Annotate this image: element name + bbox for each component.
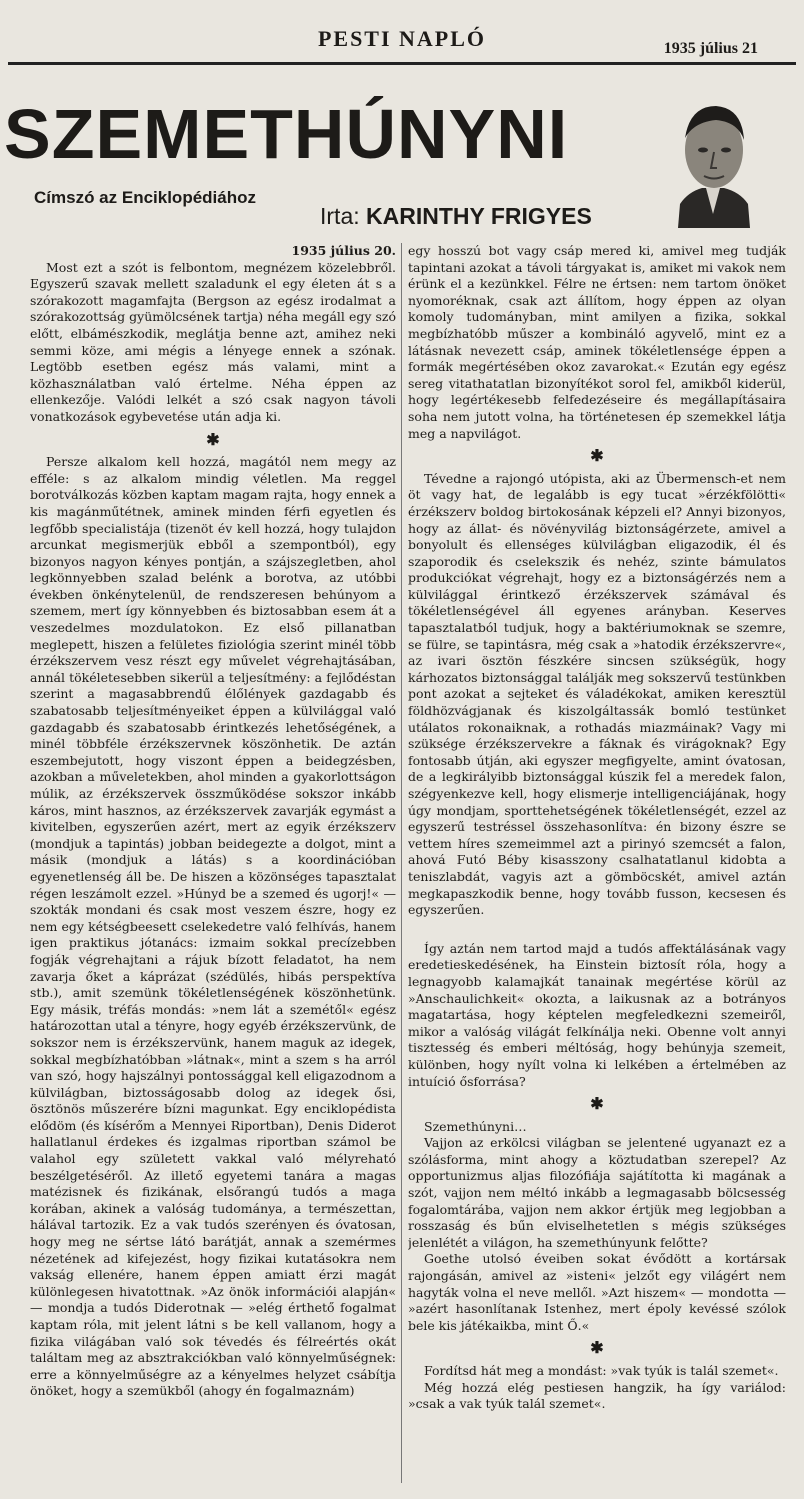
paragraph: Így aztán nem tartod majd a tudós affektálásának vagy eredetieskedésének, ha Einstein biztosít róla, hogy a legnagyobb kalamajkát tanainak megértése körül az »Anschaulichkeit« okozta, a laikusnak az a botrányos magatartása, hogy képtelen megfeledkezni szemeiről, mikor a valóság világát felkínálja neki. Obenne volt annyi tisztesség és emberi méltóság, hogy behúnyja szemeit, különben, hogy nyílt volna ki lelkében a értelmében az intuíció ősforrása?: [408, 940, 786, 1089]
byline: [320, 203, 592, 230]
section-separator: ✱: [206, 429, 220, 449]
author-portrait: [668, 94, 758, 228]
paragraph: Vajjon az erkölcsi világban se jelentené ugyanazt ez a szólásforma, mint ahogy a köztudatban szerepel? Az opportunizmus aljas filozófiája sajátította ki magának a szót, vajjon nem méltó inkább a legmagasabb bölcsesség fogalomtárába, vajjon nem akkor értjük meg legjobban a rosszaság és bűn elviselhetetlen s mégis szükséges jelenlétét a világon, ha szemethúnyunk felőtte?: [408, 1135, 786, 1250]
byline-label: Irta:: [320, 203, 360, 229]
newspaper-name: PESTI NAPLÓ: [317, 26, 487, 51]
article-headline: SZEMETHÚNYNI: [4, 95, 569, 173]
article-subtitle: Címszó az Enciklopédiához: [34, 188, 256, 207]
article-column-left: [30, 243, 396, 1493]
paragraph: Persze alkalom kell hozzá, magától nem megy az efféle: s az alkalom mindig véletlen. Ma reggel borotválkozás közben kaptam magam rajta, hogy ennek a kis magánműtétnek, aminek minden férfi egyetlen és legfőbb specialistája (tizenöt év kell hozzá, hogy tulajdon arcunkat megismerjük ebből a szempontból), egy bizonyos nagyon kényes pontján, a szájszegletben, ahol legkönnyebben szalad belénk a borotva, az utóbbi években önkénytelenül, de rendszeresen behúnyom a szemem, mert így könnyebben és biztosabban esem át a veszedelmes mozdulatokon. Ez első pillanatban meglepett, hiszen a felületes fiziológia szerint minél több érzékszervem vesz részt egy művelet végrehajtásában, annál tökéletesebben sikerül a teljesítmény: a fejlődéstan szerint a magasabbrendű élőlények gazdagabb és szabatosabb teljesítményeiket éppen a külvilággal való gazdagabb és szabatosabb érintkezés lehetőségének, a minél többféle érzékszervnek köszönhetik. De aztán eszembejutott, hogy viszont éppen a beidegzésben, azokban a műveletekben, ahol minden a gyakorlottságon múlik, az érzékszervek összműködése sokszor inkább káros, mint hasznos, az érzékszervek zavarják egymást a kivitelben, egyszerűen azért, mert az egyik érzékszerv (mondjuk a tapintás) jobban beidegezte a dolgot, mint a másik (mondjuk a látás) s a koordinációban egyenetlenség áll be. De hiszen a közönséges tapasztalat régen leszámolt ezzel. »Húnyd be a szemed és ugorj!« — szokták mondani és csak most veszem észre, hogy ez nem egy kétségbeesett cselekedetre való felhívás, hanem igen praktikus jótanács: izmaim sokkal precízebben fogják végrehajtani a rájuk bízott feladatot, ha nem zavarja őket a káprázat (szédülés, hibás perspektíva stb.), amit szemünk tökéletlenségének köszönhetünk. Egy másik, tréfás mondás: »nem lát a szemétől« egész határozottan utal a tényre, hogy egyéb érzékszervünk, de sokszor nem is érzékszervünk, hanem maguk az idegek, sokkal megbízhatóbban »látnak«, mint a szem s ha arról van szó, hogy hajszálnyi pontossággal kell eligazodnom a külvilágban, biztosságosabb dolog az idegek ősi, ösztönös műszerére bízni magunkat. Egy enciklopédista elődöm (és kísérőm a Mennyei Riportban), Denis Diderot hallatlanul érdekes és izgalmas riportban számol be valahol egy született vakkal való mélyreható beszélgetéséről. Az illető egyetemi tanára a magas matézisnek és fizikának, elsőrangú tudós a maga korában, akinek a valóság tudománya, a természettan, hálával tartozik. Ez a vak tudós szerényen és óvatosan, hogy meg ne sértse látó barátját, annak a szemérmes nézetének ad kifejezést, hogy fizikai kutatásokra nem vakság ellenére, hanem éppen amiatt érzi magát különlegesen hivatottnak. »Az önök információi alapján« — mondja a tudós Diderotnak — »elég érthető fogalmat kaptam róla, mit jelent látni s be kell vallanom, hogy a fizika világában való sok tévedés és félreértés okát találtam meg az absztrakciókban való könnyelműségnek: erre a könnyelműségre az a kényelmes helyzet csábítja önöket, hogy a szemükből (ahogy én fogalmaznám): [30, 454, 396, 1399]
paragraph: Még hozzá elég pestiesen hangzik, ha így variálod: »csak a vak tyúk talál szemet«.: [408, 1379, 786, 1412]
masthead-rule: [8, 62, 796, 65]
paragraph: egy hosszú bot vagy csáp mered ki, amivel meg tudják tapintani azokat a távoli tárgyakat is, amiket mi vakok nem érünk el a kezünkkel. Félre ne értsen: nem tartom önöket nyomoréknak, csak azt állítom, hogy éppen az olyan komoly tudományban, mint amilyen a fizika, sokkal megbízhatóbb műszer a kombináló agyvelő, mint ez a látásnak nevezett csáp, aminek tökéletlensége éppen a formák megértésében okoz zavarokat.« Ezután egy egész sereg vitathatatlan bizonyítékot sorol fel, amikből kiderül, hogy legértékesebb felfedezéseire és megállapításaira soha nem jutott volna, ha történetesen ép szemekkel látja meg a napvilágot.: [408, 243, 786, 441]
masthead: [8, 22, 796, 60]
paragraph: Most ezt a szót is felbontom, megnézem közelebbről. Egyszerű szavak mellett szaladunk el egy életen át s a szórakozott magamfajta (Bergson az egész irodalmat a szórakozottság gyümölcsének tartja) néha megáll egy szó előtt, elbámészkodik, meglátja benne azt, amihez neki semmi köze, ami mégis a lényege ennek a szónak. Legtöbb esetben egész más valami, mint a közhasználatban való értelme. Néha éppen az ellenkezője. Valódi lelkét a szó csak nagyon távoli vonatkozások egybevetése után adja ki.: [30, 259, 396, 424]
section-separator: ✱: [590, 1094, 604, 1114]
issue-date: 1935 július 21: [663, 40, 758, 57]
article-column-right: [408, 243, 786, 1493]
section-separator: ✱: [590, 1338, 604, 1358]
paragraph: Tévedne a rajongó utópista, aki az Übermensch-et nem öt vagy hat, de legalább is egy tucat »érzékfölötti« érzékszerv boldog birtokosának képzeli el? Annyi bizonyos, hogy az állat- és növényvilág biztonságérzete, amivel a bonyolult és ellenséges külvilágban eligazodik, él és szaporodik és cselekszik és nehéz, szinte bámulatos produkciókat végrehajt, hogy ez a biztonságérzés nem a külvilággal érintkező érzékszervek számával és tökéletlenségével áll egyenes arányban. Keserves tapasztalatból tudjuk, hogy a baktériumoknak se szemre, se fülre, se tapintásra, még csak a »hatodik érzékszervre«, az ivari ösztön fészkére sincsen szükségük, hogy kárhozatos biztonsággal találják meg sokszervű testünkben pont azokat a sejteket és váladékokat, amiken keresztül földhözvágjanak és kiszolgáltassák bomló testünket utálatos rokonaiknak, a rothadás miazmáinak? Vagy mi szüksége érzékszervekre a fáknak és virágoknak? Egy fontosabb útján, aki egyszer megfigyelte, amint óvatosan, de a legkirályibb biztonsággal kúszik fel a meredek falon, szégyenkezve kell, hogy elismerje intelligenciájának, hogy úgy mondjam, sporttehetségének tökéletlenségét, ezzel az egyszerű testréssel összehasonlítva: én bizony észre se vettem híres szemeimmel azt a pirinyó szemcsét a falon, ahová Futó Béby kisasszony csalhatatlanul kidobta a teniszlabdát, vagyis azt a gömböcskét, amivel aztán megkapaszkodik benne, hogy tovább fusson, kecsesen és egyszerűen.: [408, 470, 786, 918]
paragraph: Fordítsd hát meg a mondást: »vak tyúk is talál szemet«.: [424, 1363, 779, 1378]
section-gap: [408, 919, 786, 941]
author-name: KARINTHY FRIGYES: [366, 203, 592, 229]
paragraph: Goethe utolsó éveiben sokat évődött a kortársak rajongásán, amivel az »isteni« jelzőt egy világért nem hagyták volna el neve mellől. »Azt hiszem« — mondotta — »azért hasonlítanak Istenhez, mert époly kevéssé szólok bele kis játékaikba, mint Ő.«: [408, 1251, 786, 1333]
article-dateline: 1935 július 20.: [291, 243, 396, 258]
column-divider: [401, 243, 402, 1483]
paragraph: Szemethúnyni…: [424, 1118, 527, 1134]
section-separator: ✱: [590, 446, 604, 466]
